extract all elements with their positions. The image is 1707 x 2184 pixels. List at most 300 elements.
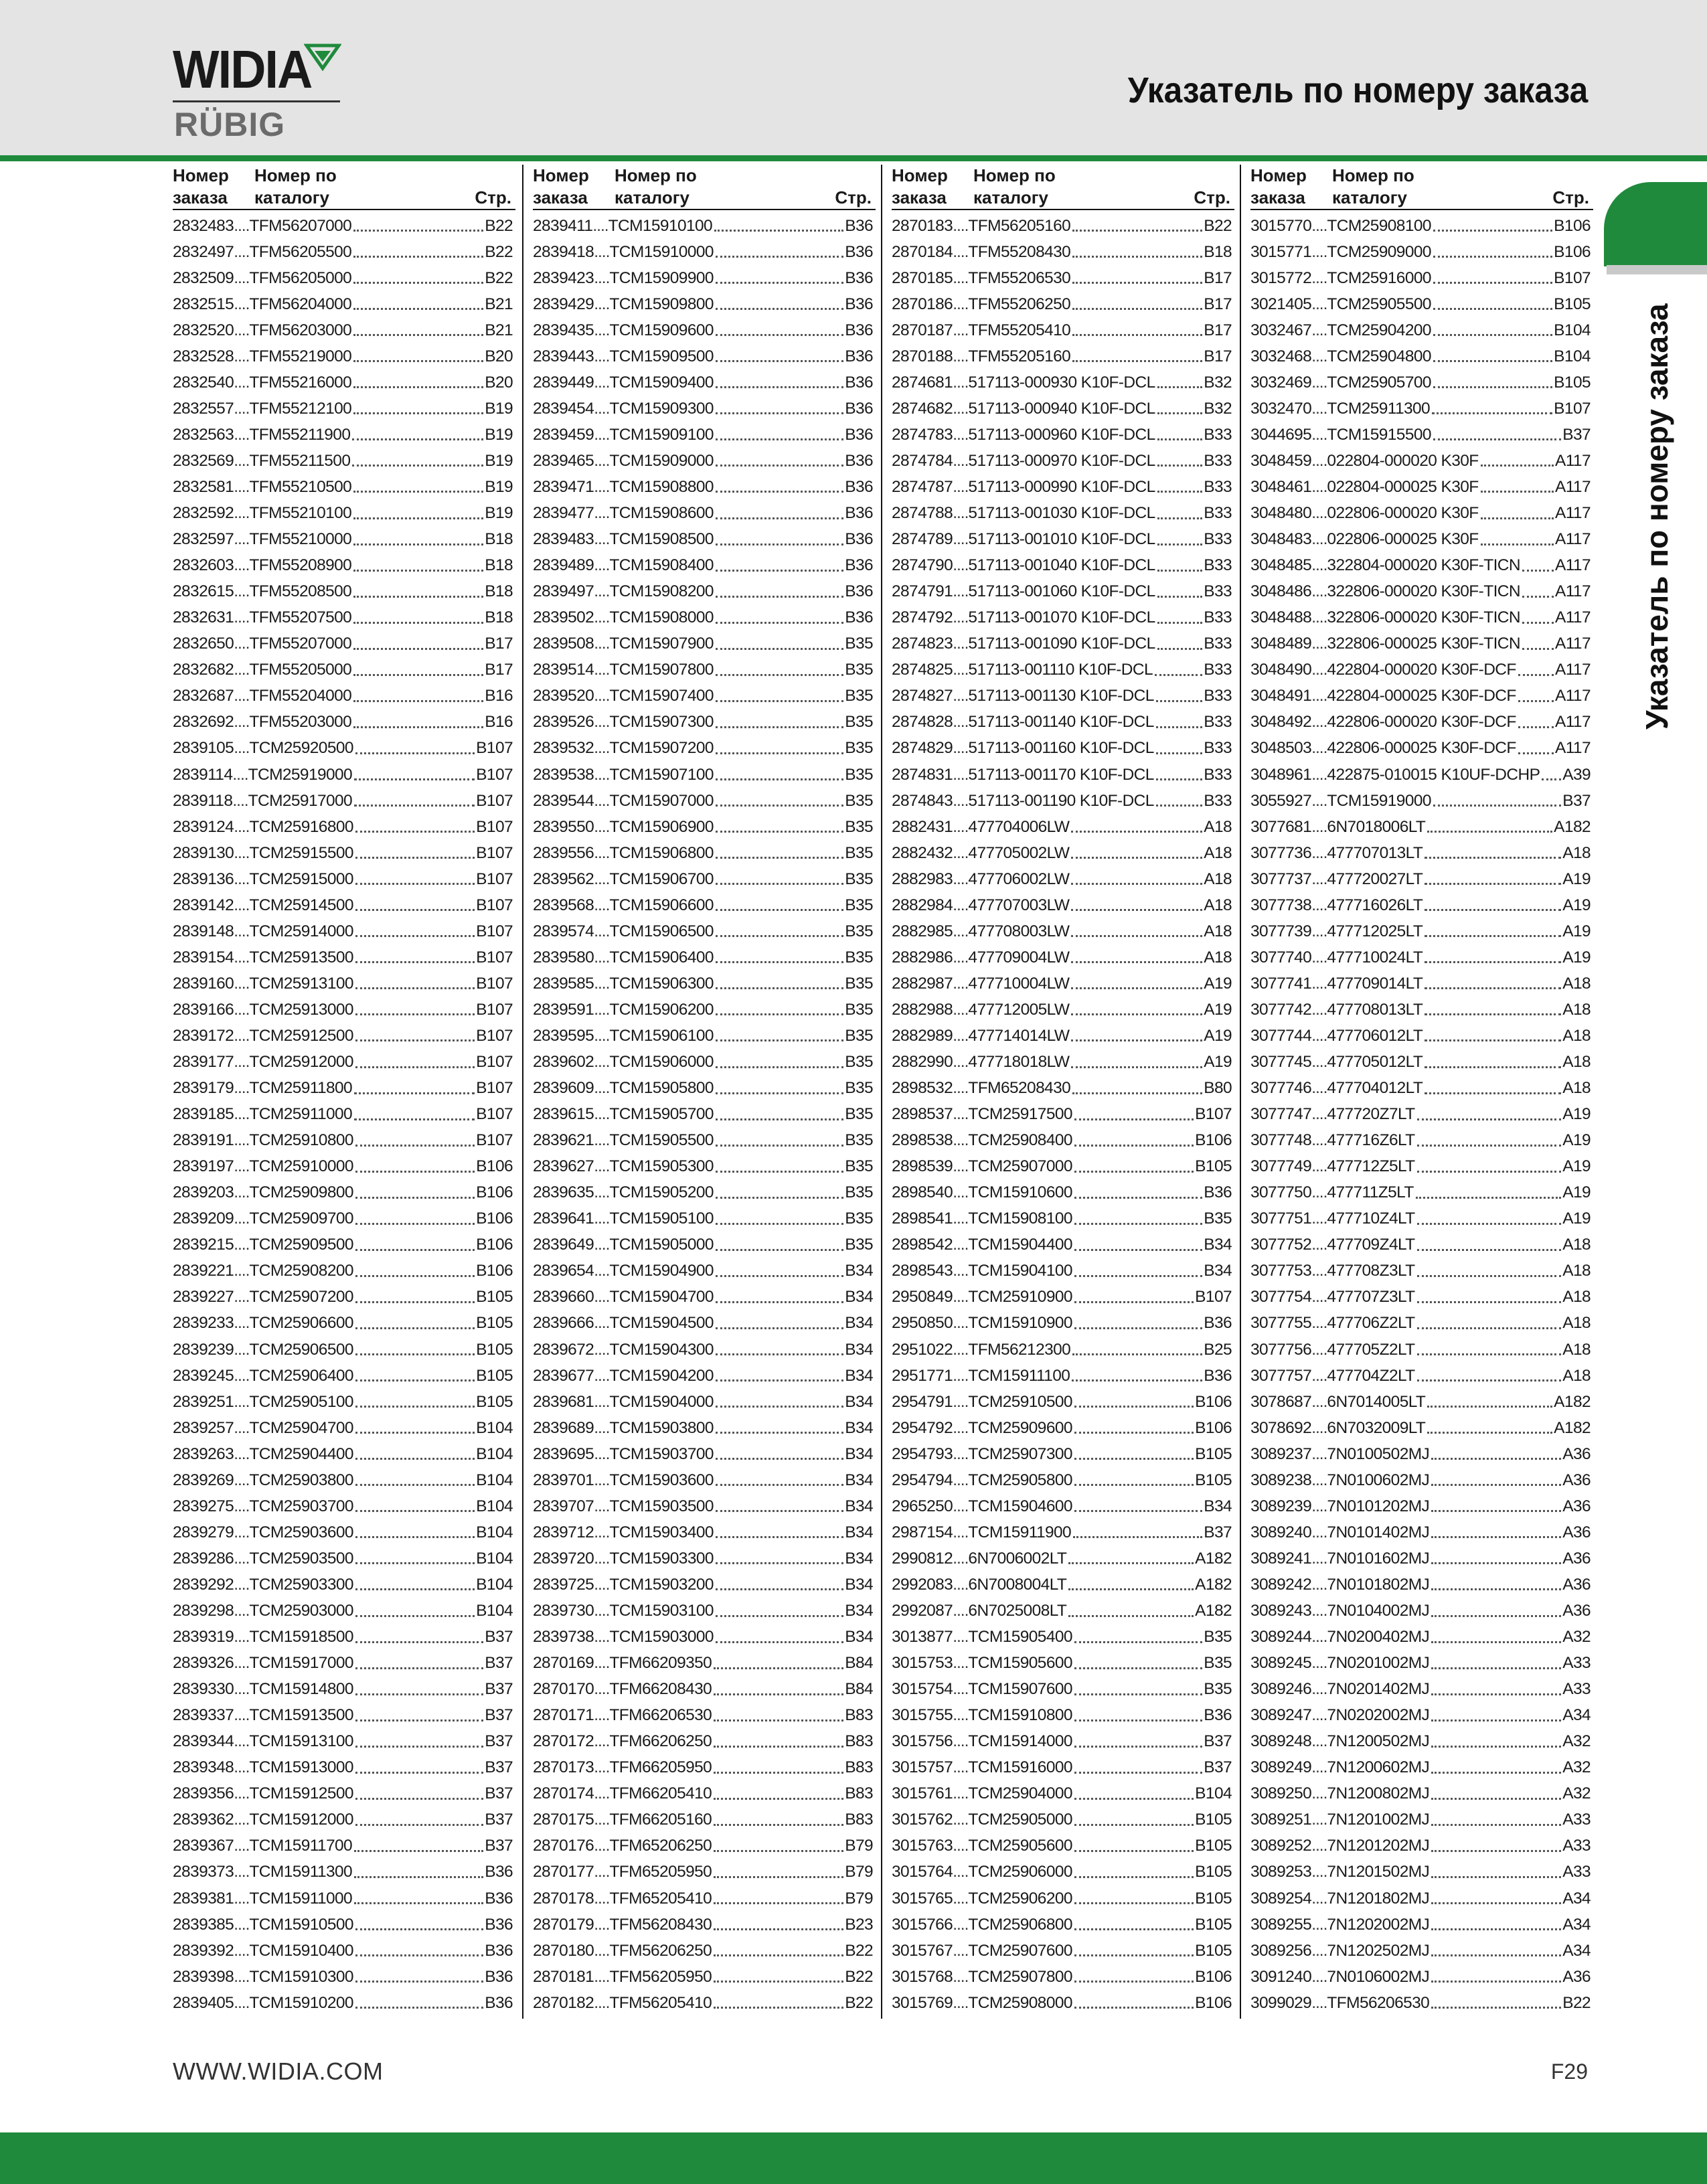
catalog-number: TFM56205500 bbox=[249, 242, 352, 261]
leader-fill bbox=[353, 517, 483, 519]
page-reference: B22 bbox=[845, 1941, 873, 1960]
index-row bbox=[1250, 1154, 1593, 1180]
catalog-number: 022804-000020 K30F bbox=[1327, 451, 1479, 470]
catalog-number: TCM15906600 bbox=[609, 896, 714, 914]
leader-fill bbox=[716, 1066, 843, 1068]
index-row bbox=[533, 918, 876, 944]
order-number: 2870188 bbox=[892, 347, 953, 365]
index-row bbox=[892, 1677, 1234, 1703]
footer-url[interactable]: WWW.WIDIA.COM bbox=[173, 2057, 384, 2085]
leader-fill bbox=[354, 1876, 483, 1878]
catalog-number: TCM25904000 bbox=[968, 1784, 1072, 1803]
page-reference: B107 bbox=[476, 739, 513, 758]
leader-dots: .... bbox=[234, 1889, 250, 1908]
index-row bbox=[892, 1102, 1234, 1128]
index-row bbox=[533, 736, 876, 762]
order-number: 2839508 bbox=[533, 635, 594, 653]
catalog-number: 517113-000990 K10F-DCL bbox=[968, 477, 1155, 496]
leader-dots: .... bbox=[234, 268, 250, 287]
page-reference: B35 bbox=[845, 1236, 873, 1254]
page-reference: B79 bbox=[845, 1889, 873, 1908]
leader-dots: .... bbox=[953, 1732, 969, 1751]
header-catalog-line1: Номер по bbox=[1332, 165, 1414, 185]
catalog-number: 517113-001010 K10F-DCL bbox=[968, 530, 1155, 549]
index-row bbox=[1250, 918, 1593, 944]
order-number: 2839114 bbox=[173, 765, 233, 784]
index-row bbox=[533, 343, 876, 369]
leader-fill bbox=[354, 1902, 483, 1904]
index-row bbox=[173, 1102, 515, 1128]
leader-fill bbox=[353, 622, 483, 624]
page-reference: B25 bbox=[1204, 1340, 1232, 1359]
index-row bbox=[892, 1493, 1234, 1519]
order-number: 2992087 bbox=[892, 1602, 953, 1620]
leader-dots: .... bbox=[234, 1262, 250, 1280]
leader-fill bbox=[1431, 1510, 1561, 1512]
catalog-number: TCM25905600 bbox=[968, 1837, 1072, 1855]
order-number: 2839641 bbox=[533, 1209, 594, 1228]
catalog-number: TFM56205160 bbox=[968, 216, 1071, 235]
leader-dots: .... bbox=[953, 791, 969, 810]
order-number: 3077749 bbox=[1250, 1157, 1312, 1176]
index-row bbox=[1250, 1781, 1593, 1807]
leader-fill bbox=[1431, 1772, 1561, 1774]
page-reference: A18 bbox=[1204, 948, 1232, 967]
page-reference: B107 bbox=[476, 817, 513, 836]
order-number: 3089238 bbox=[1250, 1471, 1312, 1489]
leader-dots: .... bbox=[234, 974, 250, 993]
header-order-line2: заказа bbox=[533, 187, 588, 207]
index-row bbox=[533, 997, 876, 1023]
leader-dots: .... bbox=[594, 1157, 610, 1176]
index-row bbox=[1250, 501, 1593, 527]
order-number: 3089250 bbox=[1250, 1784, 1312, 1803]
page-reference: B37 bbox=[1204, 1732, 1232, 1751]
index-row bbox=[173, 1781, 515, 1807]
catalog-number: 517113-001030 K10F-DCL bbox=[968, 504, 1155, 523]
index-row bbox=[533, 553, 876, 579]
index-row bbox=[892, 265, 1234, 291]
leader-fill bbox=[1072, 230, 1202, 232]
leader-dots: .... bbox=[953, 321, 969, 339]
index-row bbox=[173, 631, 515, 657]
index-row bbox=[1250, 1180, 1593, 1206]
leader-fill bbox=[1522, 596, 1554, 598]
order-number: 2839725 bbox=[533, 1575, 594, 1594]
index-row bbox=[1250, 892, 1593, 918]
page-reference: A19 bbox=[1562, 922, 1591, 940]
catalog-number: TCM15910800 bbox=[968, 1706, 1072, 1725]
order-number: 3089244 bbox=[1250, 1628, 1312, 1647]
catalog-number: TCM15910600 bbox=[968, 1183, 1072, 1202]
leader-fill bbox=[355, 1928, 483, 1930]
order-number: 3048492 bbox=[1250, 713, 1312, 732]
leader-dots: .... bbox=[594, 1314, 610, 1333]
catalog-number: TCM25910500 bbox=[968, 1392, 1072, 1411]
index-row bbox=[892, 1938, 1234, 1964]
order-number: 2832603 bbox=[173, 556, 234, 575]
index-row bbox=[1250, 814, 1593, 840]
page-reference: B33 bbox=[1204, 556, 1232, 575]
leader-fill bbox=[355, 857, 475, 859]
order-number: 2839654 bbox=[533, 1262, 594, 1280]
index-row bbox=[173, 1311, 515, 1337]
index-row bbox=[533, 1389, 876, 1415]
leader-fill bbox=[714, 1902, 843, 1904]
index-row bbox=[1250, 1598, 1593, 1624]
catalog-number: 022804-000025 K30F bbox=[1327, 477, 1479, 496]
index-row bbox=[892, 1128, 1234, 1154]
leader-dots: .... bbox=[1311, 1053, 1327, 1072]
page-reference: A117 bbox=[1554, 582, 1591, 601]
leader-fill bbox=[1417, 1301, 1562, 1303]
page-reference: B36 bbox=[845, 321, 873, 339]
order-number: 2839701 bbox=[533, 1471, 594, 1489]
index-row bbox=[892, 1467, 1234, 1493]
leader-fill bbox=[716, 1588, 843, 1590]
catalog-number: TCM15909600 bbox=[609, 321, 714, 339]
page-reference: B33 bbox=[1204, 739, 1232, 758]
index-row bbox=[533, 317, 876, 343]
leader-fill bbox=[1072, 334, 1202, 336]
leader-fill bbox=[355, 987, 475, 989]
page-reference: B35 bbox=[845, 661, 873, 679]
page-reference: B36 bbox=[485, 1967, 513, 1986]
order-number: 2832528 bbox=[173, 347, 234, 365]
index-column-4 bbox=[1250, 165, 1593, 2016]
leader-dots: .... bbox=[1311, 765, 1327, 784]
leader-dots: .... bbox=[234, 1183, 250, 1202]
leader-dots: .... bbox=[234, 687, 250, 705]
index-row bbox=[1250, 1493, 1593, 1519]
catalog-number: TCM15906400 bbox=[609, 948, 714, 967]
leader-fill bbox=[716, 360, 843, 362]
leader-dots: .... bbox=[953, 1863, 969, 1881]
page-reference: A117 bbox=[1554, 687, 1591, 705]
index-row bbox=[892, 971, 1234, 997]
catalog-number: TCM15904200 bbox=[609, 1366, 714, 1385]
leader-dots: .... bbox=[953, 425, 969, 444]
index-row bbox=[892, 553, 1234, 579]
order-number: 2874784 bbox=[892, 451, 953, 470]
leader-dots: .... bbox=[594, 1889, 610, 1908]
index-row bbox=[173, 1389, 515, 1415]
page-reference: B107 bbox=[1195, 1288, 1232, 1307]
leader-fill bbox=[1433, 334, 1552, 336]
catalog-number: TFM65208430 bbox=[968, 1079, 1071, 1098]
header-order-number bbox=[892, 165, 972, 209]
order-number: 2839177 bbox=[173, 1053, 234, 1072]
catalog-number: 7N0101202MJ bbox=[1327, 1497, 1430, 1515]
leader-dots: .... bbox=[234, 739, 250, 758]
page-reference: B105 bbox=[1195, 1444, 1232, 1463]
catalog-number: TFM66205160 bbox=[609, 1811, 712, 1829]
leader-dots: .... bbox=[234, 1236, 250, 1254]
index-row bbox=[1250, 1651, 1593, 1677]
leader-dots: .... bbox=[953, 1549, 969, 1568]
order-number: 3015763 bbox=[892, 1837, 953, 1855]
leader-dots: .... bbox=[594, 1915, 610, 1934]
leader-dots: .... bbox=[594, 1079, 610, 1098]
catalog-number: 477709Z4LT bbox=[1327, 1236, 1415, 1254]
order-number: 3089246 bbox=[1250, 1680, 1312, 1699]
catalog-number: TCM25904400 bbox=[249, 1444, 353, 1463]
order-number: 3048491 bbox=[1250, 687, 1312, 705]
index-row bbox=[892, 343, 1234, 369]
index-row bbox=[533, 1624, 876, 1651]
leader-dots: .... bbox=[1311, 1392, 1327, 1411]
page-reference: B106 bbox=[1554, 242, 1591, 261]
order-number: 2839411 bbox=[533, 216, 593, 235]
index-row bbox=[1250, 997, 1593, 1023]
catalog-number: TCM15906500 bbox=[609, 922, 714, 940]
order-number: 2874681 bbox=[892, 373, 953, 392]
leader-fill bbox=[355, 1197, 475, 1199]
page-reference: B34 bbox=[845, 1628, 873, 1647]
index-row bbox=[533, 1154, 876, 1180]
order-number: 2874828 bbox=[892, 713, 953, 732]
index-row bbox=[533, 605, 876, 631]
order-number: 2874789 bbox=[892, 530, 953, 549]
index-row bbox=[173, 788, 515, 814]
leader-fill bbox=[1074, 1798, 1194, 1800]
page-reference: B84 bbox=[845, 1680, 873, 1699]
leader-dots: .... bbox=[953, 817, 969, 836]
order-number: 3015756 bbox=[892, 1732, 953, 1751]
index-row bbox=[173, 1415, 515, 1441]
catalog-number: TCM15903400 bbox=[609, 1523, 714, 1541]
page-reference: A33 bbox=[1562, 1654, 1591, 1673]
order-number: 2839471 bbox=[533, 477, 594, 496]
order-number: 2839738 bbox=[533, 1628, 594, 1647]
leader-dots: .... bbox=[594, 1262, 610, 1280]
index-row bbox=[1250, 944, 1593, 971]
page-reference: B36 bbox=[1204, 1366, 1232, 1385]
page-reference: A19 bbox=[1562, 1157, 1591, 1176]
index-row bbox=[892, 788, 1234, 814]
catalog-number: TCM15903500 bbox=[609, 1497, 714, 1515]
index-row bbox=[533, 1545, 876, 1572]
leader-fill bbox=[1068, 1615, 1194, 1617]
leader-fill bbox=[1425, 935, 1561, 937]
leader-fill bbox=[1417, 1171, 1562, 1173]
order-number: 2839179 bbox=[173, 1079, 234, 1098]
index-row bbox=[533, 631, 876, 657]
page-reference: A19 bbox=[1562, 869, 1591, 888]
index-row bbox=[1250, 736, 1593, 762]
page-reference: A33 bbox=[1562, 1863, 1591, 1881]
index-row bbox=[1250, 1964, 1593, 1990]
index-row bbox=[173, 918, 515, 944]
leader-fill bbox=[714, 1981, 843, 1983]
leader-fill bbox=[1074, 1876, 1194, 1878]
order-number: 2839454 bbox=[533, 399, 594, 418]
catalog-number: TFM55210000 bbox=[249, 530, 352, 549]
catalog-number: 422875-010015 K10UF-DCHP bbox=[1327, 765, 1540, 784]
order-number: 3048489 bbox=[1250, 635, 1312, 653]
page-reference: A19 bbox=[1562, 1131, 1591, 1150]
catalog-number: TCM25917000 bbox=[248, 791, 353, 810]
order-number: 2990812 bbox=[892, 1549, 953, 1568]
page-reference: B22 bbox=[485, 216, 513, 235]
order-number: 2898542 bbox=[892, 1236, 953, 1254]
leader-dots: .... bbox=[1311, 1340, 1327, 1359]
page-reference: B20 bbox=[485, 347, 513, 365]
leader-dots: .... bbox=[1311, 1026, 1327, 1045]
leader-dots: .... bbox=[1311, 1236, 1327, 1254]
leader-fill bbox=[1157, 596, 1203, 598]
catalog-number: TCM25920500 bbox=[249, 739, 353, 758]
page-reference: B105 bbox=[1195, 1915, 1232, 1934]
header-order-line1: Номер bbox=[892, 165, 948, 185]
catalog-number: TCM15904700 bbox=[609, 1288, 714, 1307]
order-number: 2839621 bbox=[533, 1131, 594, 1150]
catalog-number: 477716Z6LT bbox=[1327, 1131, 1415, 1150]
leader-dots: .... bbox=[953, 713, 969, 732]
catalog-number: TCM25904800 bbox=[1327, 347, 1431, 365]
leader-fill bbox=[1518, 674, 1554, 676]
leader-dots: .... bbox=[1311, 687, 1327, 705]
index-row bbox=[892, 866, 1234, 892]
page-reference: B35 bbox=[845, 1105, 873, 1124]
leader-dots: .... bbox=[232, 791, 248, 810]
leader-fill bbox=[716, 1432, 843, 1434]
index-row bbox=[892, 1598, 1234, 1624]
leader-dots: .... bbox=[1311, 477, 1327, 496]
catalog-number: TFM55204000 bbox=[249, 687, 352, 705]
leader-dots: .... bbox=[234, 1602, 250, 1620]
order-number: 2987154 bbox=[892, 1523, 953, 1541]
order-number: 2951771 bbox=[892, 1366, 953, 1385]
order-number: 3048486 bbox=[1250, 582, 1312, 601]
leader-fill bbox=[716, 700, 843, 702]
order-number: 2839465 bbox=[533, 451, 594, 470]
index-row bbox=[173, 501, 515, 527]
order-number: 2839544 bbox=[533, 791, 594, 810]
page-reference: B37 bbox=[485, 1680, 513, 1699]
leader-fill bbox=[1425, 883, 1561, 885]
order-number: 3015753 bbox=[892, 1654, 953, 1673]
page-reference: B37 bbox=[485, 1654, 513, 1673]
index-row bbox=[533, 1493, 876, 1519]
leader-dots: .... bbox=[234, 1105, 250, 1124]
catalog-number: TCM15910000 bbox=[609, 242, 714, 261]
order-number: 2832515 bbox=[173, 295, 234, 313]
leader-dots: .... bbox=[1311, 1471, 1327, 1489]
leader-dots: .... bbox=[234, 1967, 250, 1986]
page-reference: B107 bbox=[476, 1131, 513, 1150]
index-row bbox=[173, 1284, 515, 1311]
column-divider bbox=[1240, 165, 1241, 2019]
leader-dots: .... bbox=[953, 1392, 969, 1411]
catalog-number: TCM25903000 bbox=[249, 1602, 353, 1620]
page-reference: B34 bbox=[845, 1549, 873, 1568]
catalog-number: 477704006LW bbox=[968, 817, 1070, 836]
leader-fill bbox=[1074, 1981, 1194, 1983]
order-number: 3077737 bbox=[1250, 869, 1312, 888]
order-number: 2839203 bbox=[173, 1183, 234, 1202]
page-reference: B36 bbox=[845, 399, 873, 418]
leader-dots: .... bbox=[234, 530, 250, 549]
leader-fill bbox=[354, 778, 475, 780]
leader-fill bbox=[1157, 438, 1203, 440]
index-row bbox=[533, 788, 876, 814]
order-number: 2839609 bbox=[533, 1079, 594, 1098]
leader-fill bbox=[1433, 805, 1561, 807]
leader-dots: .... bbox=[1311, 530, 1327, 549]
index-row bbox=[173, 736, 515, 762]
leader-dots: .... bbox=[953, 1602, 969, 1620]
leader-dots: .... bbox=[594, 1602, 610, 1620]
index-row bbox=[173, 265, 515, 291]
leader-dots: .... bbox=[594, 1732, 610, 1751]
catalog-number: TCM25917500 bbox=[968, 1105, 1072, 1124]
leader-dots: .... bbox=[234, 608, 250, 627]
leader-dots: .... bbox=[1311, 1680, 1327, 1699]
page-reference: B17 bbox=[485, 661, 513, 679]
catalog-number: 477712025LT bbox=[1327, 922, 1423, 940]
leader-dots: .... bbox=[594, 948, 610, 967]
leader-fill bbox=[714, 1798, 843, 1800]
leader-dots: .... bbox=[594, 1236, 610, 1254]
leader-dots: .... bbox=[594, 896, 610, 914]
leader-dots: .... bbox=[1311, 1941, 1327, 1960]
order-number: 3077748 bbox=[1250, 1131, 1312, 1150]
leader-fill bbox=[353, 570, 483, 572]
leader-fill bbox=[1481, 543, 1554, 545]
leader-dots: .... bbox=[594, 1758, 610, 1777]
order-number: 3077756 bbox=[1250, 1340, 1312, 1359]
order-number: 3015768 bbox=[892, 1967, 953, 1986]
catalog-number: TFM55203000 bbox=[249, 713, 352, 732]
catalog-number: TCM15907200 bbox=[609, 739, 714, 758]
catalog-number: TCM15909400 bbox=[609, 373, 714, 392]
leader-dots: .... bbox=[953, 843, 969, 862]
index-row bbox=[1250, 788, 1593, 814]
leader-dots: .... bbox=[953, 1288, 969, 1307]
index-row bbox=[892, 1441, 1234, 1467]
leader-dots: .... bbox=[594, 974, 610, 993]
leader-fill bbox=[1522, 570, 1554, 572]
page-reference: B35 bbox=[845, 1183, 873, 1202]
catalog-number: TCM15915500 bbox=[1327, 425, 1431, 444]
index-row bbox=[533, 709, 876, 736]
leader-dots: .... bbox=[953, 1706, 969, 1725]
catalog-number: 477706002LW bbox=[968, 869, 1070, 888]
leader-dots: .... bbox=[1311, 347, 1327, 365]
catalog-number: TCM15907100 bbox=[609, 765, 714, 784]
order-number: 3015755 bbox=[892, 1706, 953, 1725]
leader-dots: .... bbox=[594, 1444, 610, 1463]
index-row bbox=[173, 1859, 515, 1885]
order-number: 3048488 bbox=[1250, 608, 1312, 627]
index-row bbox=[533, 1049, 876, 1076]
page-reference: B36 bbox=[485, 1915, 513, 1934]
catalog-number: TFM66208430 bbox=[609, 1680, 712, 1699]
order-number: 3048490 bbox=[1250, 661, 1312, 679]
page-reference: A182 bbox=[1195, 1575, 1232, 1594]
leader-fill bbox=[1074, 1641, 1202, 1643]
leader-fill bbox=[716, 1327, 843, 1329]
order-number: 2839251 bbox=[173, 1392, 234, 1411]
leader-dots: .... bbox=[594, 295, 610, 313]
leader-dots: .... bbox=[594, 1131, 610, 1150]
index-row bbox=[1250, 1363, 1593, 1389]
index-row bbox=[533, 1703, 876, 1729]
leader-fill bbox=[1427, 1432, 1552, 1434]
index-row bbox=[173, 1023, 515, 1049]
leader-dots: .... bbox=[232, 765, 248, 784]
